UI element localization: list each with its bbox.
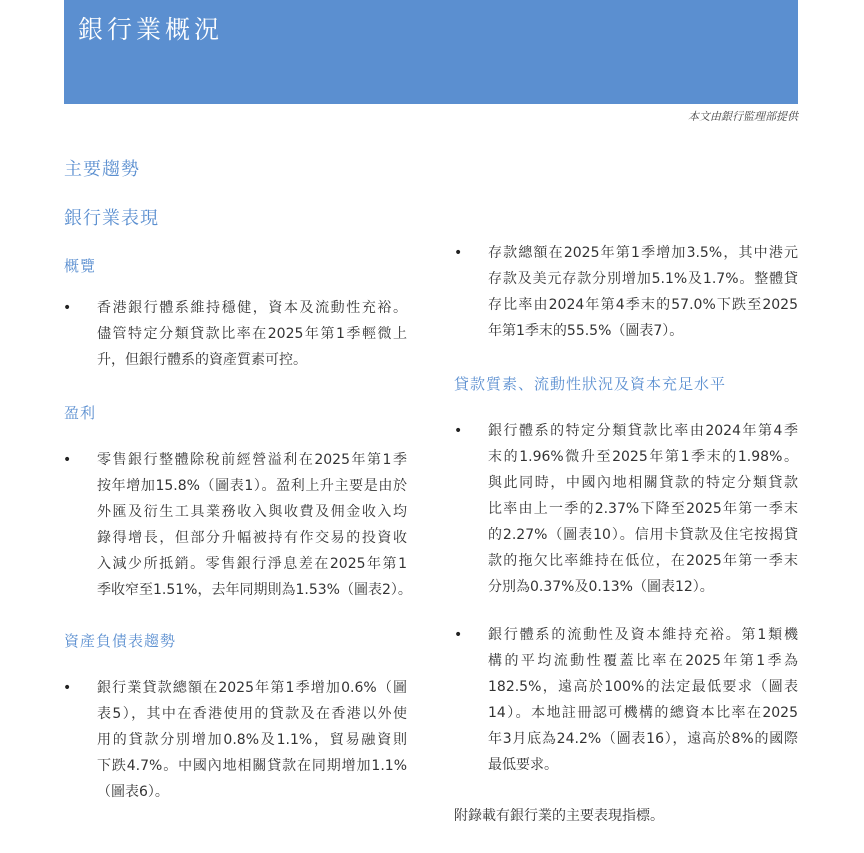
bullet-text <box>97 675 407 805</box>
bullet-dot: • <box>454 423 463 439</box>
text-line: 季收窄至1.51%，去年同期則為1.53%（圖表2）。 <box>97 582 412 598</box>
text-line: 存比率由2024年第4季末的57.0%下跌至2025 <box>488 297 798 313</box>
text-line: 存款總額在2025年第1季增加3.5%，其中港元 <box>488 245 798 261</box>
text-line: （圖表6）。 <box>97 784 169 800</box>
text-line: 的2.27%（圖表10）。信用卡貸款及住宅按揭貸 <box>488 527 798 543</box>
text-line: 香港銀行體系維持穩健，資本及流動性充裕。 <box>97 300 407 316</box>
heading-performance: 銀行業表現 <box>64 208 159 229</box>
text-line: 構的平均流動性覆蓋比率在2025年第1季為 <box>488 653 798 669</box>
bullet-dot: • <box>63 300 72 316</box>
title-banner <box>64 0 798 104</box>
text-line: 與此同時，中國內地相關貸款的特定分類貸款 <box>488 475 798 491</box>
text-line: 存款及美元存款分別增加5.1%及1.7%。整體貸 <box>488 271 798 287</box>
text-line: 分別為0.37%及0.13%（圖表12）。 <box>488 579 714 595</box>
text-line: 按年增加15.8%（圖表1）。盈利上升主要是由於 <box>97 478 407 494</box>
bullet-text <box>488 240 798 344</box>
text-line: 升，但銀行體系的資產質素可控。 <box>97 352 307 368</box>
heading-main-trends: 主要趨勢 <box>64 159 140 180</box>
heading-overview: 概覽 <box>64 257 97 275</box>
text-line: 最低要求。 <box>488 757 558 773</box>
bullet-dot: • <box>63 452 72 468</box>
text-line: 182.5%，遠高於100%的法定最低要求（圖表 <box>488 679 798 695</box>
bullet-text <box>488 622 798 778</box>
bullet-text <box>488 418 798 600</box>
text-line: 入減少所抵銷。零售銀行淨息差在2025年第1 <box>97 556 407 572</box>
text-line: 銀行體系的流動性及資本維持充裕。第1類機 <box>488 627 798 643</box>
text-line: 零售銀行整體除稅前經營溢利在2025年第1季 <box>97 452 407 468</box>
text-line: 錄得增長，但部分升幅被持有作交易的投資收 <box>97 530 407 546</box>
text-line: 用的貸款分別增加0.8%及1.1%，貿易融資則 <box>97 732 407 748</box>
text-line: 14）。本地註冊認可機構的總資本比率在2025 <box>488 705 798 721</box>
bullet-dot: • <box>454 245 463 261</box>
heading-loan-quality: 貸款質素、流動性狀況及資本充足水平 <box>454 375 727 393</box>
heading-profitability: 盈利 <box>64 404 97 422</box>
page-title: 銀行業概況 <box>78 15 224 44</box>
bullet-dot: • <box>63 680 72 696</box>
text-line: 下跌4.7%。中國內地相關貸款在同期增加1.1% <box>97 758 407 774</box>
bullet-text <box>97 447 412 603</box>
text-line: 外匯及衍生工具業務收入與收費及佣金收入均 <box>97 504 407 520</box>
bullet-dot: • <box>454 627 463 643</box>
text-line: 款的拖欠比率維持在低位，在2025年第一季末 <box>488 553 798 569</box>
footer-note: 附錄載有銀行業的主要表現指標。 <box>454 808 664 824</box>
text-line: 儘管特定分類貸款比率在2025年第1季輕微上 <box>97 326 407 342</box>
bullet-text <box>97 295 407 373</box>
text-line: 銀行體系的特定分類貸款比率由2024年第4季 <box>488 423 798 439</box>
text-line: 年第1季末的55.5%（圖表7）。 <box>488 323 684 339</box>
credit-note: 本文由銀行監理部提供 <box>688 110 798 123</box>
text-line: 比率由上一季的2.37%下降至2025年第一季末 <box>488 501 798 517</box>
heading-balance-sheet: 資產負債表趨勢 <box>64 632 177 650</box>
text-line: 末的1.96%微升至2025年第1季末的1.98%。 <box>488 449 798 465</box>
text-line: 銀行業貸款總額在2025年第1季增加0.6%（圖 <box>97 680 407 696</box>
text-line: 年3月底為24.2%（圖表16），遠高於8%的國際 <box>488 731 798 747</box>
text-line: 表5），其中在香港使用的貸款及在香港以外使 <box>97 706 407 722</box>
